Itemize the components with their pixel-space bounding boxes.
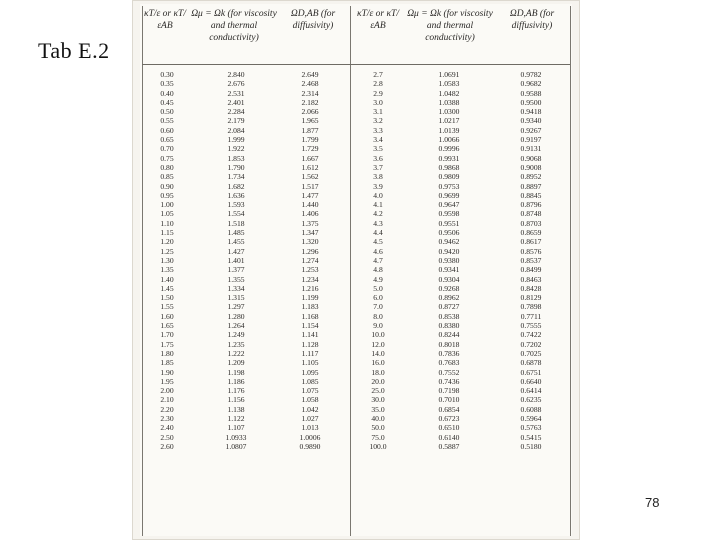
table-cell: 1.729 xyxy=(301,144,319,154)
table-cell: 0.9647 xyxy=(438,200,460,210)
table-cell: 1.0482 xyxy=(438,88,460,98)
table-cell: 0.7898 xyxy=(520,302,542,312)
table-cell: 0.8018 xyxy=(438,339,460,349)
table-cell: 0.9551 xyxy=(438,218,460,228)
table-cell: 1.50 xyxy=(160,293,174,303)
table-cell: 0.8897 xyxy=(520,181,542,191)
table-cell: 0.6751 xyxy=(520,367,542,377)
table-cell: 1.315 xyxy=(227,293,245,303)
table-cell: 0.7010 xyxy=(438,395,460,405)
table-cell: 40.0 xyxy=(371,413,385,423)
table-cell: 1.209 xyxy=(227,358,245,368)
table-rule-vertical xyxy=(570,6,571,536)
table-cell: 1.095 xyxy=(301,367,319,377)
table-cell: 1.296 xyxy=(301,246,319,256)
table-cell: 1.612 xyxy=(301,162,319,172)
table-cell: 1.355 xyxy=(227,274,245,284)
table-cell: 4.0 xyxy=(373,190,383,200)
table-cell: 0.75 xyxy=(160,153,174,163)
table-cell: 1.085 xyxy=(301,376,319,386)
slide-title: Tab E.2 xyxy=(38,38,110,63)
table-cell: 1.554 xyxy=(227,209,245,219)
table-cell: 0.7436 xyxy=(438,376,460,386)
table-cell: 14.0 xyxy=(371,348,385,358)
table-cell: 1.0388 xyxy=(438,97,460,107)
table-cell: 1.235 xyxy=(227,339,245,349)
table-cell: 0.8617 xyxy=(520,237,542,247)
table-cell: 1.105 xyxy=(301,358,319,368)
table-cell: 0.7198 xyxy=(438,386,460,396)
table-cell: 1.734 xyxy=(227,172,245,182)
table-cell: 1.517 xyxy=(301,181,319,191)
table-cell: 0.7025 xyxy=(520,348,542,358)
table-cell: 1.154 xyxy=(301,321,319,331)
table-cell: 1.485 xyxy=(227,228,245,238)
table-cell: 0.9753 xyxy=(438,181,460,191)
table-cell: 0.85 xyxy=(160,172,174,182)
table-cell: 6.0 xyxy=(373,293,383,303)
table-cell: 1.55 xyxy=(160,302,174,312)
table-cell: 3.1 xyxy=(373,107,383,117)
table-cell: 0.6878 xyxy=(520,358,542,368)
table-cell: 2.468 xyxy=(301,79,319,89)
table-cell: 0.9588 xyxy=(520,88,542,98)
table-rule-vertical xyxy=(350,6,351,536)
table-cell: 2.179 xyxy=(227,116,245,126)
table-cell: 1.0807 xyxy=(225,441,247,451)
column-omega-d-left xyxy=(288,70,332,451)
table-cell: 0.9782 xyxy=(520,70,542,79)
table-cell: 1.406 xyxy=(301,209,319,219)
table-cell: 4.7 xyxy=(373,255,383,265)
table-cell: 1.440 xyxy=(301,200,319,210)
table-cell: 0.9341 xyxy=(438,265,460,275)
table-cell: 0.9809 xyxy=(438,172,460,182)
column-kt-right xyxy=(358,70,398,451)
header-omega-d-left: ΩD,AB (for diffusivity) xyxy=(290,9,336,31)
table-cell: 1.35 xyxy=(160,265,174,275)
table-cell: 0.8380 xyxy=(438,321,460,331)
table-cell: 0.6235 xyxy=(520,395,542,405)
table-cell: 4.4 xyxy=(373,228,383,238)
table-cell: 0.5887 xyxy=(438,441,460,451)
table-cell: 0.9267 xyxy=(520,125,542,135)
table-cell: 0.8796 xyxy=(520,200,542,210)
table-cell: 1.853 xyxy=(227,153,245,163)
table-cell: 0.7202 xyxy=(520,339,542,349)
column-omega-mu-right xyxy=(426,70,472,451)
table-cell: 1.05 xyxy=(160,209,174,219)
table-cell: 2.066 xyxy=(301,107,319,117)
table-cell: 1.40 xyxy=(160,274,174,284)
table-cell: 1.347 xyxy=(301,228,319,238)
table-cell: 2.60 xyxy=(160,441,174,451)
table-cell: 1.375 xyxy=(301,218,319,228)
table xyxy=(140,4,572,536)
table-cell: 0.6854 xyxy=(438,404,460,414)
table-cell: 0.9340 xyxy=(520,116,542,126)
table-cell: 0.8703 xyxy=(520,218,542,228)
table-cell: 0.9462 xyxy=(438,237,460,247)
table-cell: 1.013 xyxy=(301,423,319,433)
table-cell: 1.10 xyxy=(160,218,174,228)
table-cell: 1.15 xyxy=(160,228,174,238)
table-cell: 4.1 xyxy=(373,200,383,210)
table-cell: 2.20 xyxy=(160,404,174,414)
table-cell: 1.999 xyxy=(227,135,245,145)
table-cell: 1.455 xyxy=(227,237,245,247)
table-cell: 3.4 xyxy=(373,135,383,145)
table-cell: 1.0300 xyxy=(438,107,460,117)
table-cell: 1.186 xyxy=(227,376,245,386)
table-cell: 7.0 xyxy=(373,302,383,312)
table-cell: 2.840 xyxy=(227,70,245,79)
table-cell: 20.0 xyxy=(371,376,385,386)
table-cell: 1.249 xyxy=(227,330,245,340)
table-cell: 2.50 xyxy=(160,432,174,442)
table-cell: 0.9268 xyxy=(438,283,460,293)
table-cell: 0.6640 xyxy=(520,376,542,386)
header-kt-left: κT/ε or κT/εAB xyxy=(144,9,186,31)
table-cell: 0.8659 xyxy=(520,228,542,238)
table-cell: 0.9931 xyxy=(438,153,460,163)
table-cell: 2.9 xyxy=(373,88,383,98)
table-cell: 0.9418 xyxy=(520,107,542,117)
table-cell: 12.0 xyxy=(371,339,385,349)
table-cell: 0.8727 xyxy=(438,302,460,312)
table-cell: 35.0 xyxy=(371,404,385,414)
table-cell: 8.0 xyxy=(373,311,383,321)
column-kt-left xyxy=(150,70,184,451)
table-cell: 0.7836 xyxy=(438,348,460,358)
table-cell: 1.75 xyxy=(160,339,174,349)
table-cell: 1.0006 xyxy=(299,432,321,442)
table-cell: 3.9 xyxy=(373,181,383,191)
table-cell: 1.141 xyxy=(301,330,319,340)
table-cell: 0.8576 xyxy=(520,246,542,256)
table-cell: 0.60 xyxy=(160,125,174,135)
table-cell: 3.8 xyxy=(373,172,383,182)
table-cell: 1.80 xyxy=(160,348,174,358)
page-number: 78 xyxy=(645,495,660,510)
table-cell: 3.6 xyxy=(373,153,383,163)
table-cell: 1.297 xyxy=(227,302,245,312)
table-cell: 1.0933 xyxy=(225,432,247,442)
table-cell: 0.7552 xyxy=(438,367,460,377)
table-cell: 1.264 xyxy=(227,321,245,331)
table-cell: 3.2 xyxy=(373,116,383,126)
table-cell: 1.20 xyxy=(160,237,174,247)
table-cell: 4.3 xyxy=(373,218,383,228)
table-cell: 0.9068 xyxy=(520,153,542,163)
table-cell: 0.9868 xyxy=(438,162,460,172)
table-cell: 1.90 xyxy=(160,367,174,377)
table-cell: 25.0 xyxy=(371,386,385,396)
table-cell: 1.965 xyxy=(301,116,319,126)
table-cell: 1.799 xyxy=(301,135,319,145)
table-cell: 1.593 xyxy=(227,200,245,210)
table-cell: 1.234 xyxy=(301,274,319,284)
table-cell: 0.50 xyxy=(160,107,174,117)
table-cell: 0.9500 xyxy=(520,97,542,107)
table-cell: 2.649 xyxy=(301,70,319,79)
table-cell: 1.0139 xyxy=(438,125,460,135)
scanned-table-image xyxy=(132,0,580,540)
table-cell: 0.7422 xyxy=(520,330,542,340)
table-cell: 1.0583 xyxy=(438,79,460,89)
table-cell: 1.65 xyxy=(160,321,174,331)
table-cell: 1.427 xyxy=(227,246,245,256)
table-cell: 1.682 xyxy=(227,181,245,191)
table-rule-vertical xyxy=(142,6,143,536)
table-cell: 1.320 xyxy=(301,237,319,247)
table-cell: 0.9682 xyxy=(520,79,542,89)
table-cell: 1.401 xyxy=(227,255,245,265)
table-cell: 1.168 xyxy=(301,311,319,321)
table-cell: 2.10 xyxy=(160,395,174,405)
table-cell: 2.40 xyxy=(160,423,174,433)
header-kt-right: κT/ε or κT/εAB xyxy=(357,9,399,31)
table-cell: 0.7555 xyxy=(520,321,542,331)
table-cell: 0.55 xyxy=(160,116,174,126)
table-cell: 0.6510 xyxy=(438,423,460,433)
table-cell: 1.45 xyxy=(160,283,174,293)
table-cell: 0.6088 xyxy=(520,404,542,414)
table-cell: 1.25 xyxy=(160,246,174,256)
table-cell: 0.6140 xyxy=(438,432,460,442)
table-cell: 4.6 xyxy=(373,246,383,256)
table-cell: 0.40 xyxy=(160,88,174,98)
table-cell: 3.0 xyxy=(373,97,383,107)
table-cell: 1.877 xyxy=(301,125,319,135)
table-cell: 0.8244 xyxy=(438,330,460,340)
table-cell: 1.00 xyxy=(160,200,174,210)
table-cell: 0.5180 xyxy=(520,441,542,451)
table-cell: 0.90 xyxy=(160,181,174,191)
header-omega-mu-left: Ωμ = Ωk (for viscosity and thermal conductivity) xyxy=(191,9,277,43)
table-cell: 1.70 xyxy=(160,330,174,340)
table-cell: 0.8428 xyxy=(520,283,542,293)
header-rule xyxy=(142,64,570,65)
table-cell: 0.8952 xyxy=(520,172,542,182)
table-cell: 50.0 xyxy=(371,423,385,433)
table-cell: 0.6414 xyxy=(520,386,542,396)
table-cell: 0.8499 xyxy=(520,265,542,275)
table-cell: 0.8748 xyxy=(520,209,542,219)
table-cell: 2.30 xyxy=(160,413,174,423)
table-cell: 0.6723 xyxy=(438,413,460,423)
table-cell: 2.7 xyxy=(373,70,383,79)
table-cell: 1.222 xyxy=(227,348,245,358)
table-cell: 0.7711 xyxy=(520,311,542,321)
table-cell: 4.5 xyxy=(373,237,383,247)
table-cell: 1.922 xyxy=(227,144,245,154)
header-omega-d-right: ΩD,AB (for diffusivity) xyxy=(509,9,555,31)
table-cell: 1.477 xyxy=(301,190,319,200)
table-cell: 0.9890 xyxy=(299,441,321,451)
table-cell: 1.790 xyxy=(227,162,245,172)
column-omega-mu-left xyxy=(214,70,258,451)
table-cell: 1.85 xyxy=(160,358,174,368)
table-cell: 1.280 xyxy=(227,311,245,321)
table-cell: 1.156 xyxy=(227,395,245,405)
table-cell: 1.334 xyxy=(227,283,245,293)
table-cell: 2.182 xyxy=(301,97,319,107)
table-cell: 0.8538 xyxy=(438,311,460,321)
table-cell: 0.9598 xyxy=(438,209,460,219)
table-cell: 1.183 xyxy=(301,302,319,312)
table-cell: 4.8 xyxy=(373,265,383,275)
table-cell: 1.636 xyxy=(227,190,245,200)
table-cell: 1.518 xyxy=(227,218,245,228)
table-cell: 3.7 xyxy=(373,162,383,172)
table-cell: 0.80 xyxy=(160,162,174,172)
table-cell: 1.128 xyxy=(301,339,319,349)
table-cell: 1.0217 xyxy=(438,116,460,126)
table-cell: 1.95 xyxy=(160,376,174,386)
table-cell: 1.667 xyxy=(301,153,319,163)
table-cell: 2.401 xyxy=(227,97,245,107)
table-cell: 2.084 xyxy=(227,125,245,135)
table-cell: 1.138 xyxy=(227,404,245,414)
table-cell: 0.8537 xyxy=(520,255,542,265)
table-cell: 0.9699 xyxy=(438,190,460,200)
table-cell: 2.676 xyxy=(227,79,245,89)
table-cell: 2.00 xyxy=(160,386,174,396)
table-cell: 0.5763 xyxy=(520,423,542,433)
table-cell: 1.60 xyxy=(160,311,174,321)
table-cell: 2.8 xyxy=(373,79,383,89)
table-cell: 1.377 xyxy=(227,265,245,275)
table-cell: 0.5964 xyxy=(520,413,542,423)
table-cell: 1.562 xyxy=(301,172,319,182)
table-cell: 1.176 xyxy=(227,386,245,396)
table-cell: 0.9506 xyxy=(438,228,460,238)
table-cell: 4.9 xyxy=(373,274,383,284)
table-cell: 1.042 xyxy=(301,404,319,414)
table-cell: 0.30 xyxy=(160,70,174,79)
table-cell: 10.0 xyxy=(371,330,385,340)
table-cell: 0.45 xyxy=(160,97,174,107)
table-cell: 0.70 xyxy=(160,144,174,154)
header-omega-mu-right: Ωμ = Ωk (for viscosity and thermal conductivity) xyxy=(407,9,493,43)
table-cell: 2.531 xyxy=(227,88,245,98)
table-cell: 2.314 xyxy=(301,88,319,98)
table-cell: 0.8463 xyxy=(520,274,542,284)
table-cell: 16.0 xyxy=(371,358,385,368)
table-cell: 30.0 xyxy=(371,395,385,405)
table-cell: 1.058 xyxy=(301,395,319,405)
table-cell: 0.35 xyxy=(160,79,174,89)
table-cell: 1.117 xyxy=(301,348,319,358)
table-cell: 0.9380 xyxy=(438,255,460,265)
table-cell: 75.0 xyxy=(371,432,385,442)
table-cell: 0.9008 xyxy=(520,162,542,172)
table-cell: 0.8845 xyxy=(520,190,542,200)
table-cell: 100.0 xyxy=(369,441,387,451)
table-cell: 9.0 xyxy=(373,321,383,331)
table-cell: 1.198 xyxy=(227,367,245,377)
table-cell: 1.0691 xyxy=(438,70,460,79)
table-cell: 0.9420 xyxy=(438,246,460,256)
table-cell: 5.0 xyxy=(373,283,383,293)
table-cell: 0.65 xyxy=(160,135,174,145)
table-cell: 3.5 xyxy=(373,144,383,154)
table-cell: 0.9304 xyxy=(438,274,460,284)
table-cell: 3.3 xyxy=(373,125,383,135)
table-cell: 0.5415 xyxy=(520,432,542,442)
table-cell: 1.107 xyxy=(227,423,245,433)
table-cell: 1.274 xyxy=(301,255,319,265)
table-cell: 1.122 xyxy=(227,413,245,423)
table-cell: 0.8962 xyxy=(438,293,460,303)
table-cell: 1.027 xyxy=(301,413,319,423)
table-cell: 1.216 xyxy=(301,283,319,293)
table-cell: 0.9996 xyxy=(438,144,460,154)
table-cell: 0.9131 xyxy=(520,144,542,154)
table-cell: 0.8129 xyxy=(520,293,542,303)
table-cell: 1.253 xyxy=(301,265,319,275)
table-cell: 2.284 xyxy=(227,107,245,117)
table-cell: 0.95 xyxy=(160,190,174,200)
table-cell: 1.30 xyxy=(160,255,174,265)
table-cell: 1.0066 xyxy=(438,135,460,145)
column-omega-d-right xyxy=(508,70,554,451)
table-cell: 4.2 xyxy=(373,209,383,219)
table-cell: 1.075 xyxy=(301,386,319,396)
table-cell: 1.199 xyxy=(301,293,319,303)
table-cell: 0.7683 xyxy=(438,358,460,368)
table-cell: 18.0 xyxy=(371,367,385,377)
table-cell: 0.9197 xyxy=(520,135,542,145)
